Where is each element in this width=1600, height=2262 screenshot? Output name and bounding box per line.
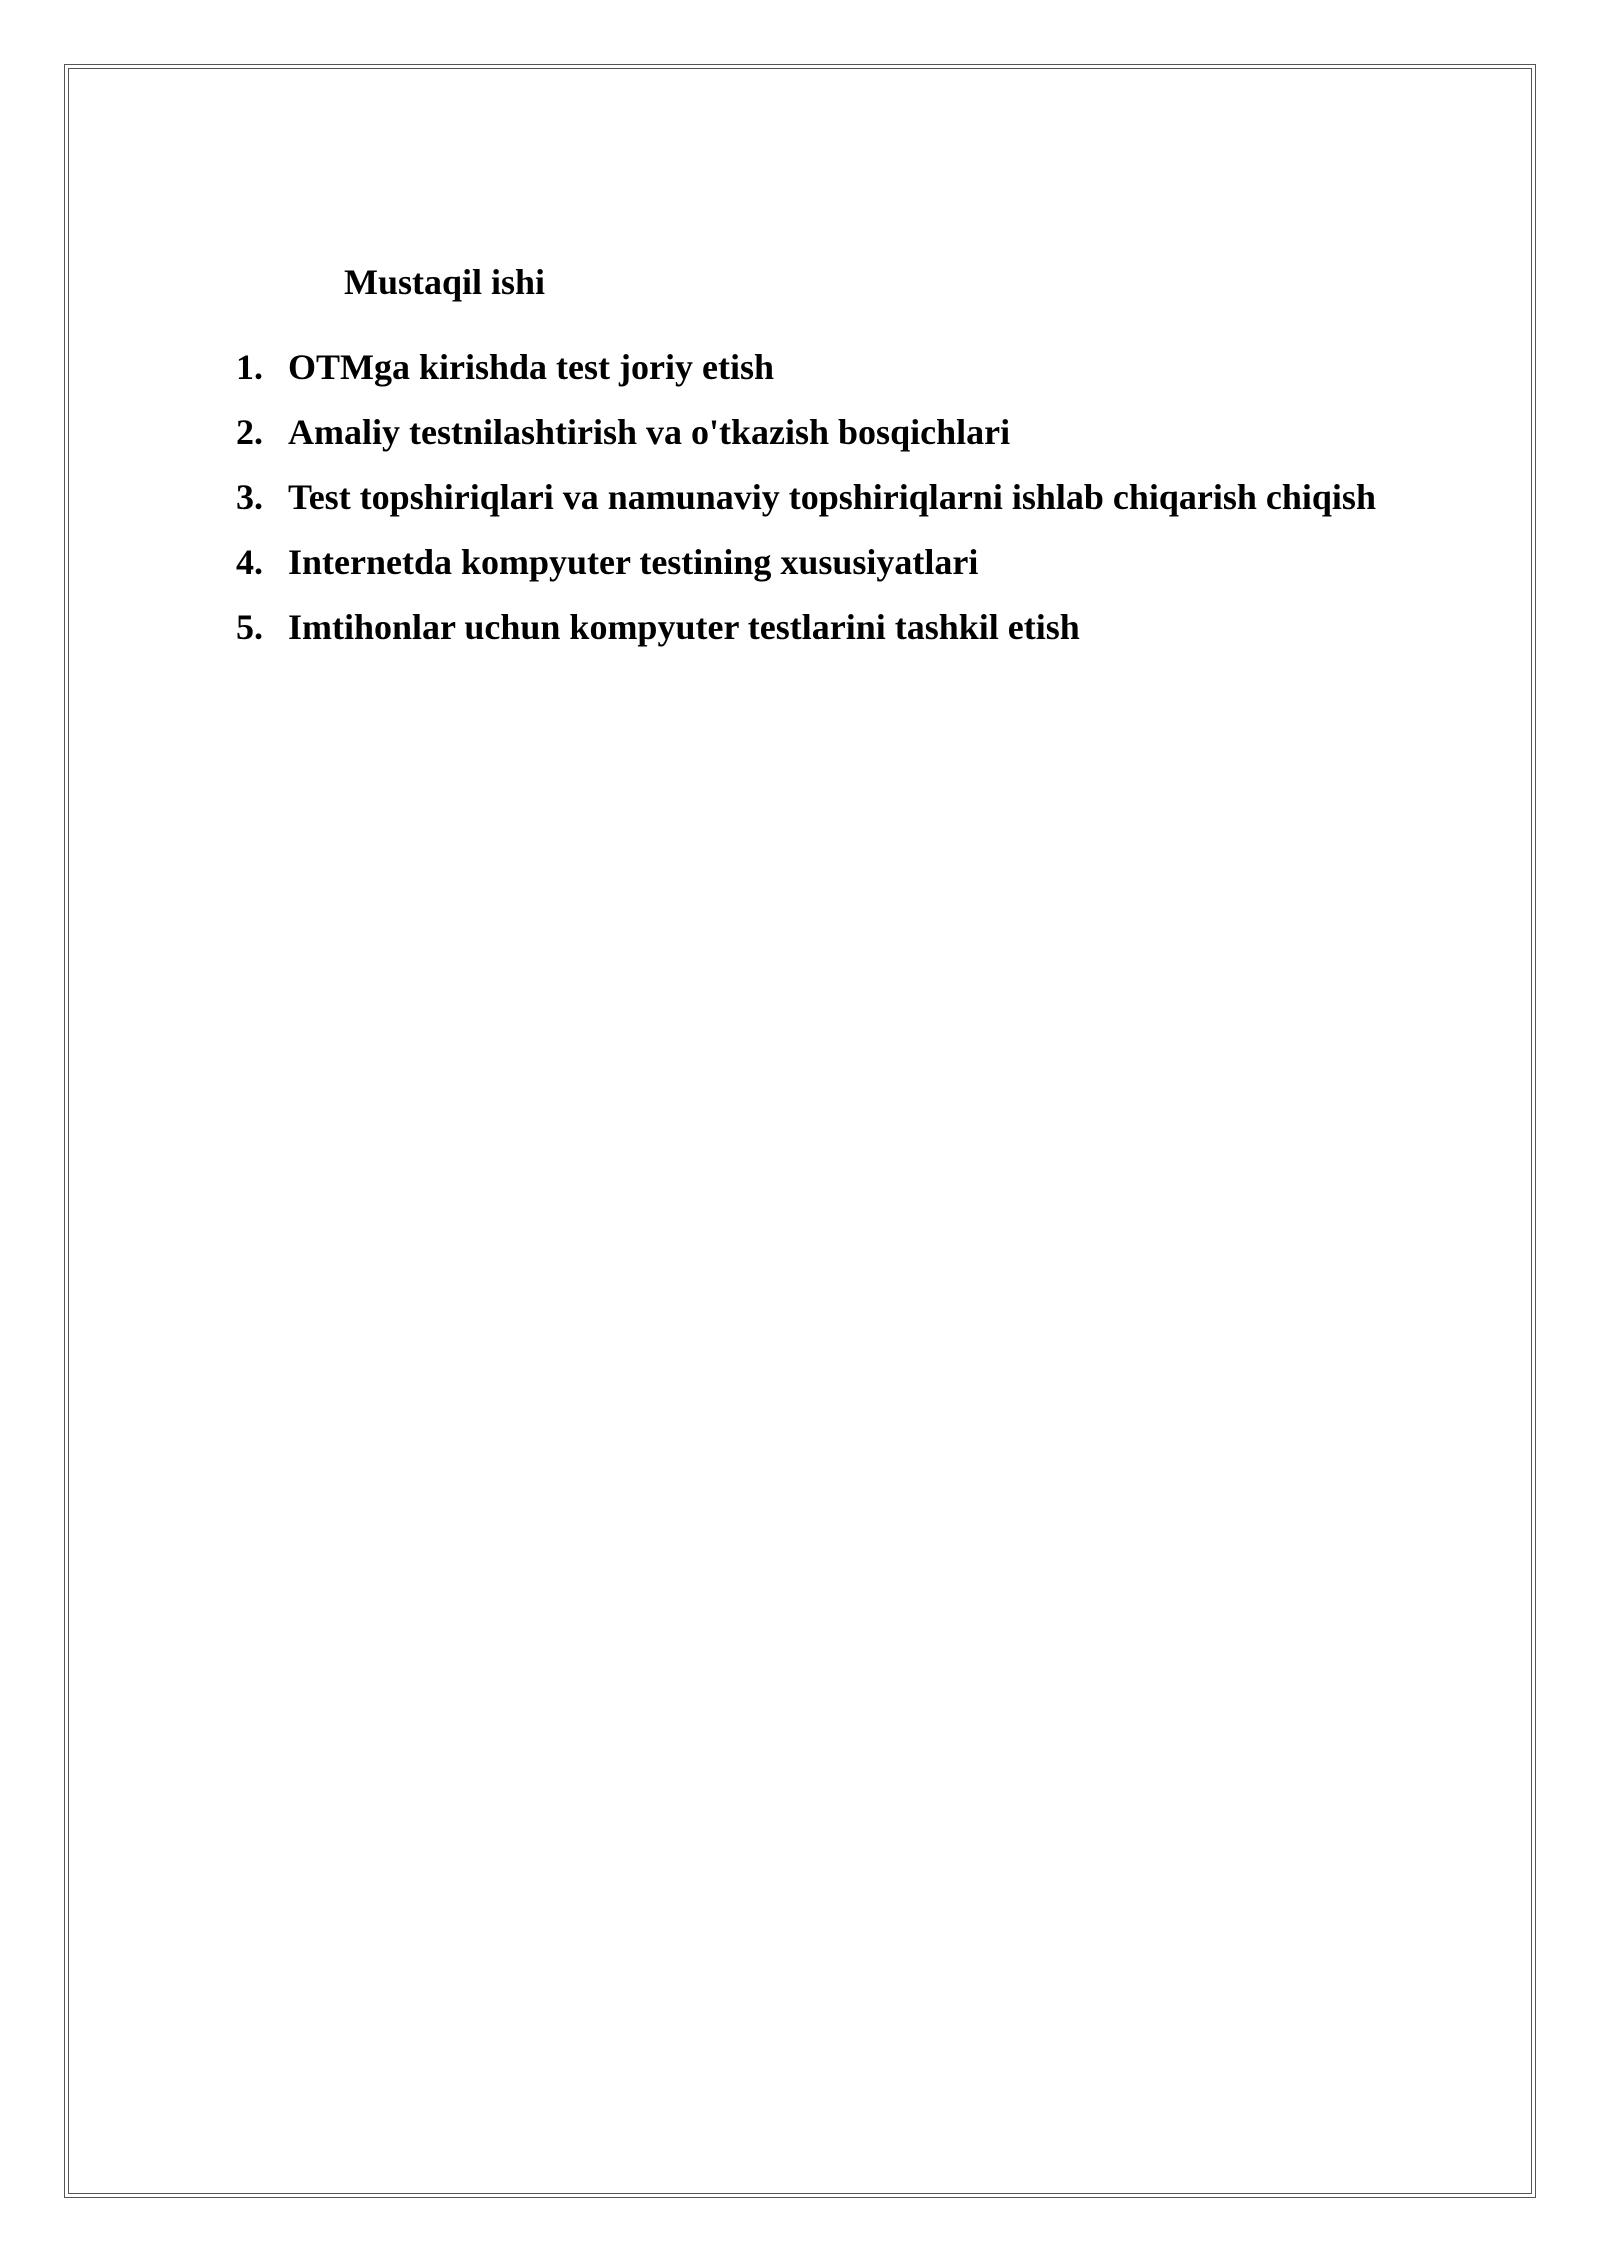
list-item-text: Test topshiriqlari va namunaviy topshiriqlarni ishlab chiqarish chiqish [288, 477, 1376, 517]
list-item-text: Internetda kompyuter testining xususiyatlari [288, 542, 979, 582]
list-item-number: 1. [236, 347, 263, 387]
list-item-text: OTMga kirishda test joriy etish [288, 347, 774, 387]
list-item [236, 340, 1376, 405]
list-item-number: 4. [236, 542, 263, 582]
list-item [236, 470, 1376, 535]
list-item-number: 5. [236, 607, 263, 647]
document-heading: Mustaqil ishi [344, 262, 546, 302]
list-item [236, 600, 1376, 665]
task-list [236, 340, 1376, 665]
list-item [236, 535, 1376, 600]
list-item [236, 405, 1376, 470]
list-item-number: 2. [236, 412, 263, 452]
list-item-text: Amaliy testnilashtirish va o'tkazish bosqichlari [288, 412, 1011, 452]
list-item-number: 3. [236, 477, 263, 517]
list-item-text: Imtihonlar uchun kompyuter testlarini tashkil etish [288, 607, 1080, 647]
